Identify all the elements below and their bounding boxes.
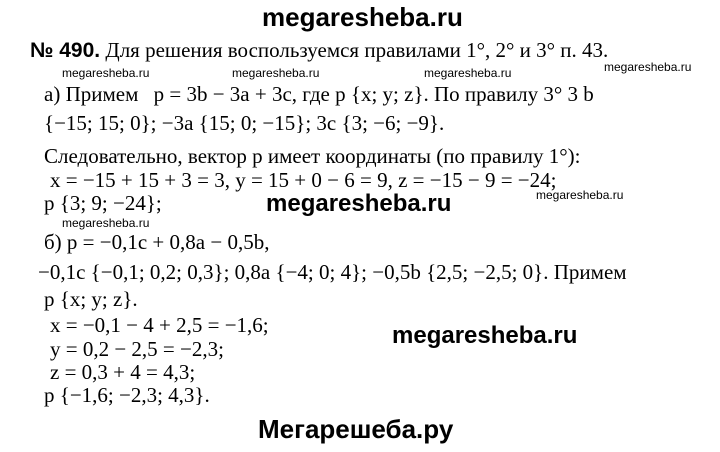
problem-header <box>30 40 608 61</box>
part-b-line3: p {x; y; z}. <box>44 287 138 311</box>
watermark-bottom: Мегарешеба.ру <box>258 414 454 444</box>
watermark-small: megaresheba.ru <box>62 66 150 80</box>
part-a-line5: p {3; 9; −24}; <box>44 191 162 215</box>
part-b-line1: б) p = −0,1c + 0,8a − 0,5b, <box>44 230 270 254</box>
part-a-line4: x = −15 + 15 + 3 = 3, y = 15 + 0 − 6 = 9, z = −15 − 9 = −24; <box>50 168 557 192</box>
part-b-line2: −0,1c {−0,1; 0,2; 0,3}; 0,8a {−4; 0; 4}; −0,5b {2,5; −2,5; 0}. Примем <box>38 260 627 284</box>
part-a-formula: p = 3b − 3a + 3c, где p {x; y; z}. По правилу 3° 3 b <box>153 82 594 106</box>
problem-intro: Для решения воспользуемся правилами 1°, 2° и 3° п. 43. <box>105 38 609 62</box>
watermark-top: megaresheba.ru <box>262 2 463 32</box>
part-a-line2: {−15; 15; 0}; −3a {15; 0; −15}; 3c {3; −6; −9}. <box>44 111 445 135</box>
part-b-y: y = 0,2 − 2,5 = −2,3; <box>50 337 224 361</box>
part-b-x: x = −0,1 − 4 + 2,5 = −1,6; <box>50 313 269 337</box>
part-a-label: а) Примем <box>44 82 139 106</box>
watermark-mid: megaresheba.ru <box>266 190 452 217</box>
watermark-small: megaresheba.ru <box>604 60 692 74</box>
problem-number: № 490. <box>30 39 101 62</box>
watermark-small: megaresheba.ru <box>424 66 512 80</box>
part-a-line1 <box>44 84 594 105</box>
part-a-line3: Следовательно, вектор p имеет координаты (по правилу 1°): <box>44 144 581 168</box>
watermark-lower: megaresheba.ru <box>392 322 578 349</box>
part-b-p: p {−1,6; −2,3; 4,3}. <box>44 383 210 407</box>
watermark-small: megaresheba.ru <box>62 216 150 230</box>
part-b-z: z = 0,3 + 4 = 4,3; <box>50 360 196 384</box>
watermark-small: megaresheba.ru <box>536 188 624 202</box>
watermark-small: megaresheba.ru <box>232 66 320 80</box>
